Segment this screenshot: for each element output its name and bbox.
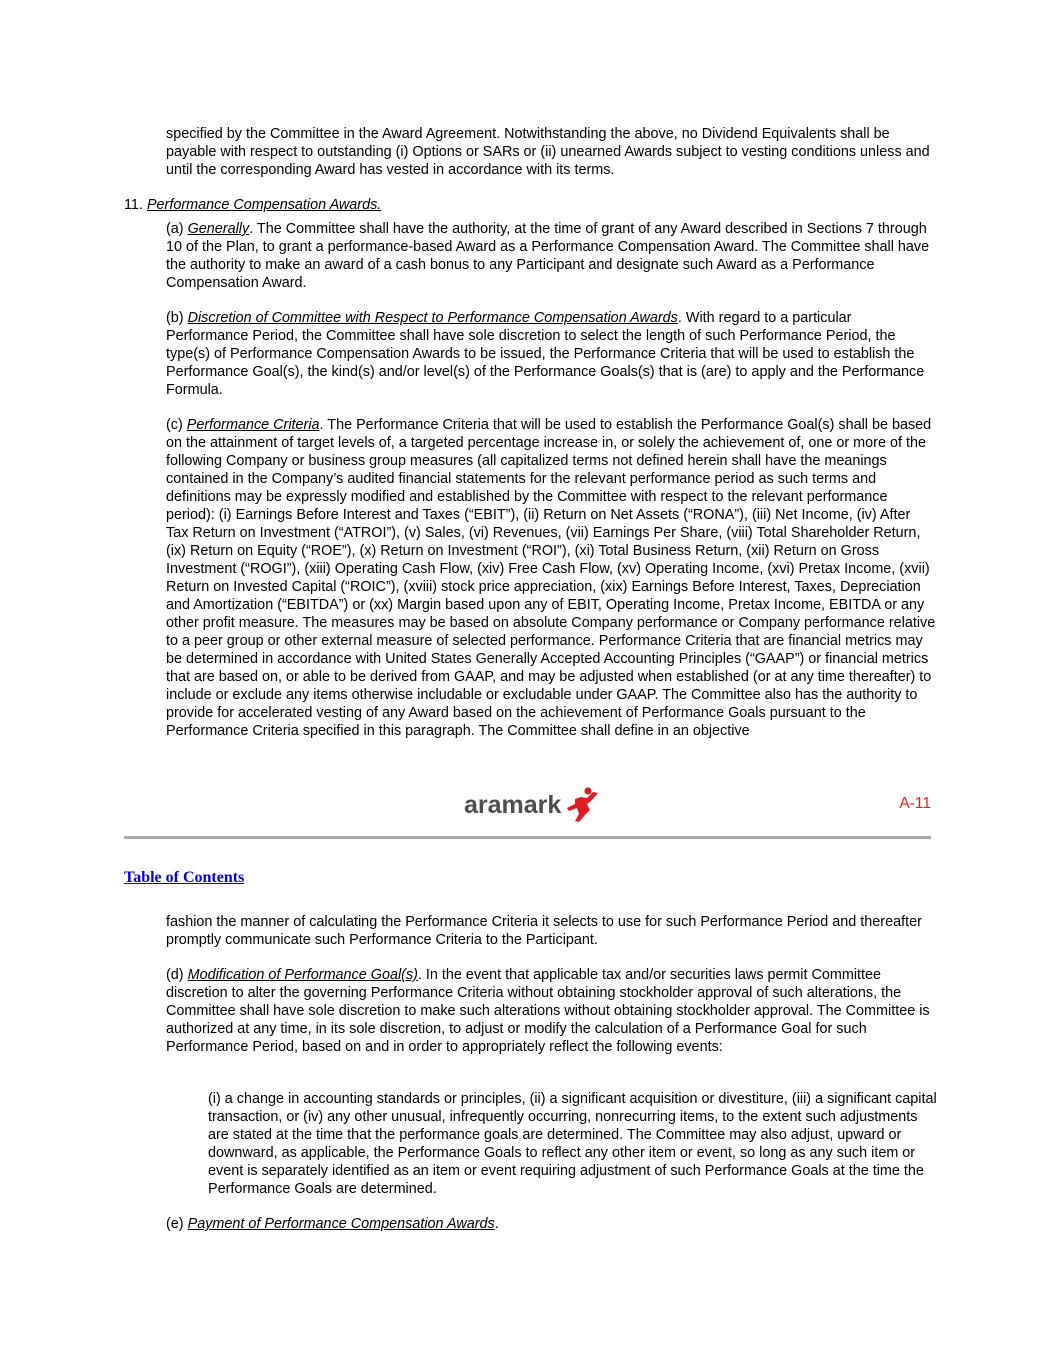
paragraph-body: . The Committee shall have the authority, at the time of grant of any Award described in Sections 7 through 10 of the Plan, to grant a performance-based Award as a Performance Compensation Award. The Committee shall have the authority to make an award of a cash bonus to any Participant and designate such Award as a Performance Compensation Award. — [166, 221, 930, 291]
paragraph-body: . — [494, 1216, 499, 1232]
paragraph-label: (a) — [166, 221, 188, 237]
paragraph-heading: Discretion of Committee with Respect to Performance Compensation Awards — [187, 310, 678, 326]
paragraph-b-discretion — [166, 309, 936, 399]
paragraph-heading: Modification of Performance Goal(s) — [187, 967, 418, 983]
table-of-contents-link[interactable]: Table of Contents — [124, 869, 245, 886]
paragraph-d-events: (i) a change in accounting standards or principles, (ii) a significant acquisition or divestiture, (iii) a significant capital transaction, or (iv) any other unusual, infrequently occurring, nonrecurring items, to the extent such adjustments are stated at the time that the performance goals are determined. The Committee may also adjust, upward or downward, as applicable, the Performance Goals to reflect any other item or event, so long as any such item or event is separately identified as an item or event requiring adjustment of such Performance Goals at the time the Performance Goals are determined. — [208, 1091, 937, 1197]
paragraph-body: . With regard to a particular Performance Period, the Committee shall have sole discretion to select the length of such Performance Period, the type(s) of Performance Compensation Awards to be issued, the Performance Criteria that will be used to establish the Performance Goal(s), the kind(s) and/or level(s) of the Performance Goals(s) that is (are) to apply and the Performance Formula. — [166, 310, 925, 398]
star-person-icon — [567, 787, 598, 822]
paragraph-label: (b) — [166, 310, 188, 326]
paragraph-heading: Payment of Performance Compensation Awards — [187, 1216, 495, 1232]
paragraph-d-modification — [166, 966, 936, 1056]
paragraph-heading: Generally — [187, 221, 250, 237]
section-11-heading — [124, 196, 924, 214]
paragraph-dividend-equivalents: specified by the Committee in the Award Agreement. Notwithstanding the above, no Dividend Equivalents shall be payable with respect to outstanding (i) Options or SARs or (ii) unearned Awards subject to vesting conditions unless and until the corresponding Award has vested in accordance with its terms. — [166, 126, 930, 178]
section-title: Performance Compensation Awards. — [146, 197, 382, 213]
paragraph-continuation: fashion the manner of calculating the Performance Criteria it selects to use for such Performance Period and thereafter promptly communicate such Performance Criteria to the Participant. — [166, 914, 922, 948]
logo-wordmark: aramark — [464, 791, 562, 819]
aramark-logo — [463, 784, 603, 824]
paragraph-body: . The Performance Criteria that will be used to establish the Performance Goal(s) shall be based on the attainment of target levels of, a targeted percentage increase in, or solely the achievement of, one or more of the following Company or business group measures (all capitalized terms not defined herein shall have the meanings contained in the Company’s audited financial statements for the relevant performance period as such terms and definitions may be expressly modified and established by the Committee with respect to the relevant performance period): (i) Earnings Before Interest and Taxes (“EBIT”), (ii) Return on Net Assets (“RONA”), (iii) Net Income, (iv) After Tax Return on Investment (“ATROI”), (v) Sales, (vi) Revenues, (vii) Earnings Per Share, (viii) Total Shareholder Return, (ix) Return on Equity (“ROE”), (x) Return on Investment (“ROI”), (xi) Total Business Return, (xii) Return on Gross Investment (“ROGI”), (xiii) Operating Cash Flow, (xiv) Free Cash Flow, (xv) Operating Income, (xvi) Pretax Income, (xvii) Return on Invested Capital (“ROIC”), (xviii) stock price appreciation, (xix) Earnings Before Interest, Taxes, Depreciation and Amortization (“EBITDA”) or (xx) Margin based upon any of EBIT, Operating Income, Pretax Income, EBITDA or any other profit measure. The measures may be based on absolute Company performance or Company performance relative to a peer group or other external measure of selected performance. Performance Criteria that are financial metrics may be determined in accordance with United States Generally Accepted Accounting Principles (“GAAP”) or financial metrics that are based on, or able to be derived from GAAP, and may be adjusted when established (or at any time thereafter) to include or exclude any items otherwise includable or excludable under GAAP. The Committee also has the authority to provide for accelerated vesting of any Award based on the achievement of Performance Goals pursuant to the Performance Criteria specified in this paragraph. The Committee shall define in an objective — [166, 417, 936, 739]
page-footer — [124, 782, 931, 828]
paragraph-heading: Performance Criteria — [186, 417, 320, 433]
page-number: A-11 — [899, 795, 931, 812]
paragraph-a-generally — [166, 220, 936, 292]
page-divider — [124, 836, 931, 839]
paragraph-label: (c) — [166, 417, 187, 433]
paragraph-label: (d) — [166, 967, 188, 983]
paragraph-label: (e) — [166, 1216, 188, 1232]
paragraph-e-payment — [166, 1215, 936, 1233]
section-number: 11. — [124, 197, 147, 213]
paragraph-c-performance-criteria — [166, 416, 936, 740]
paragraph-body: . In the event that applicable tax and/or securities laws permit Committee discretion to alter the governing Performance Criteria without obtaining stockholder approval of such alterations, the Committee shall have sole discretion to make such alterations without obtaining stockholder approval. The Committee is authorized at any time, in its sole discretion, to adjust or modify the calculation of a Performance Goal for such Performance Period, based on and in order to appropriately reflect the following events: — [166, 967, 930, 1055]
